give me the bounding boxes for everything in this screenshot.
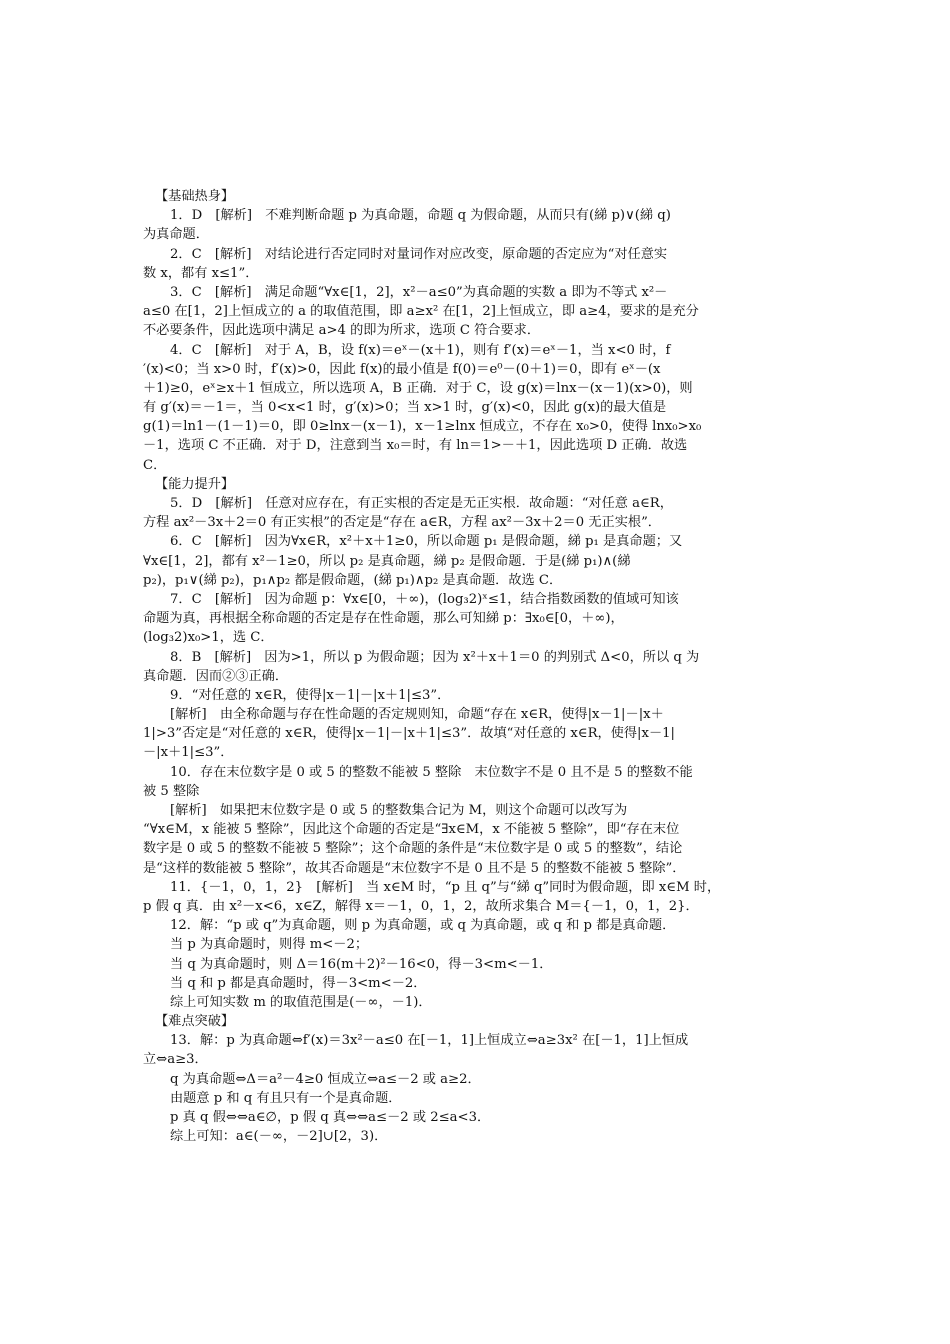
text-line: ＋1)≥0，eˣ≥x＋1 恒成立，所以选项 A，B 正确．对于 C，设 g(x)＝lnx－(x－1)(x>0)，则 bbox=[143, 380, 693, 396]
text-line: 7．C [解析] 因为命题 p：∀x∈[0，＋∞)，(log₃2)ˣ≤1，结合指数函数的值域可知该 bbox=[170, 591, 679, 607]
text-line: 6．C [解析] 因为∀x∈R，x²＋x＋1≥0，所以命题 p₁ 是假命题，綈 p₁ 是真命题；又 bbox=[170, 534, 683, 550]
text-line: C． bbox=[143, 457, 167, 473]
section-heading: 【难点突破】 bbox=[155, 1014, 235, 1030]
text-line: 综上可知：a∈(－∞，－2]∪[2，3)． bbox=[170, 1129, 388, 1145]
text-line: 当 q 为真命题时，则 Δ＝16(m＋2)²－16<0，得－3<m<－1． bbox=[170, 956, 553, 972]
text-line: ∀x∈[1，2]，都有 x²－1≥0，所以 p₂ 是真命题，綈 p₂ 是假命题．于是(綈 p₁)∧(綈 bbox=[143, 553, 631, 569]
text-line: －1，选项 C 不正确．对于 D，注意到当 x₀＝时，有 ln＝1>－＋1，因此选项 D 正确．故选 bbox=[143, 438, 688, 454]
text-line: (log₃2)x₀>1，选 C． bbox=[143, 630, 274, 646]
text-line: 命题为真，再根据全称命题的否定是存在性命题，那么可知綈 p：∃x₀∈[0，＋∞)， bbox=[143, 611, 624, 627]
text-line: 13．解：p 为真命题⇔f′(x)＝3x²－a≤0 在[－1，1]上恒成立⇔a≥3x² 在[－1，1]上恒成 bbox=[170, 1033, 689, 1049]
text-line: 4．C [解析] 对于 A，B，设 f(x)＝eˣ－(x＋1)，则有 f′(x)＝eˣ－1，当 x<0 时，f bbox=[170, 342, 671, 358]
text-line: 1．D [解析] 不难判断命题 p 为真命题，命题 q 为假命题，从而只有(綈 p)∨(綈 q) bbox=[170, 208, 671, 224]
text-line: 当 p 为真命题时，则得 m<－2； bbox=[170, 937, 369, 953]
text-line: 12．解：“p 或 q”为真命题，则 p 为真命题，或 q 为真命题，或 q 和 p 都是真命题． bbox=[170, 918, 676, 934]
text-line: 被 5 整除 bbox=[143, 783, 200, 799]
text-line: 方程 ax²－3x＋2＝0 有正实根”的否定是“存在 a∈R，方程 ax²－3x＋2＝0 无正实根”． bbox=[143, 515, 661, 531]
text-line: 为真命题． bbox=[143, 227, 209, 243]
section-heading: 【能力提升】 bbox=[155, 476, 235, 492]
text-line: 8．B [解析] 因为>1，所以 p 为假命题；因为 x²＋x＋1＝0 的判别式 Δ<0，所以 q 为 bbox=[170, 649, 700, 665]
text-line: p 真 q 假⇔⇔a∈∅，p 假 q 真⇔⇔a≤－2 或 2≤a<3． bbox=[170, 1110, 491, 1125]
text-line: p₂)，p₁∨(綈 p₂)，p₁∧p₂ 都是假命题，(綈 p₁)∧p₂ 是真命题．故选 C． bbox=[143, 572, 563, 588]
text-line: 是“这样的数能被 5 整除”，故其否命题是“末位数字不是 0 且不是 5 的整数不能被 5 整除”． bbox=[143, 860, 686, 876]
text-line: 3．C [解析] 满足命题“∀x∈[1，2]，x²－a≤0”为真命题的实数 a 即为不等式 x²－ bbox=[170, 284, 668, 300]
text-line: 11．{－1，0，1，2} [解析] 当 x∈M 时，“p 且 q”与“綈 q”同时为假命题，即 x∈M 时， bbox=[170, 879, 721, 895]
text-line: 不必要条件，因此选项中满足 a>4 的即为所求，选项 C 符合要求． bbox=[143, 323, 541, 339]
text-line: 2．C [解析] 对结论进行否定同时对量词作对应改变，原命题的否定应为“对任意实 bbox=[170, 246, 668, 262]
text-line: 数字是 0 或 5 的整数不能被 5 整除”；这个命题的条件是“末位数字是 0 或 5 的整数”，结论 bbox=[143, 841, 683, 857]
text-line: 数 x，都有 x≤1”． bbox=[143, 265, 259, 281]
text-line: 综上可知实数 m 的取值范围是(－∞，－1)． bbox=[170, 994, 432, 1010]
text-line: 1|>3”否定是“对任意的 x∈R，使得|x－1|－|x＋1|≤3”．故填“对任意的 x∈R，使得|x－1| bbox=[143, 726, 675, 742]
text-line: －|x＋1|≤3”． bbox=[143, 745, 234, 761]
text-line: g(1)＝ln1－(1－1)＝0，即 0≥lnx－(x－1)，x－1≥lnx 恒成立，不存在 x₀>0，使得 lnx₀>x₀ bbox=[143, 419, 702, 435]
text-line: p 假 q 真．由 x²－x<6，x∈Z，解得 x＝－1，0，1，2，故所求集合 M＝{－1，0，1，2}． bbox=[143, 898, 699, 914]
text-line: q 为真命题⇔Δ＝a²－4≥0 恒成立⇔a≤－2 或 a≥2． bbox=[170, 1071, 481, 1087]
text-line: 9．“对任意的 x∈R，使得|x－1|－|x＋1|≤3”． bbox=[170, 687, 451, 703]
text-line: “∀x∈M，x 能被 5 整除”，因此这个命题的否定是“∃x∈M，x 不能被 5 整除”，即“存在末位 bbox=[143, 822, 680, 838]
text-line: ′(x)<0；当 x>0 时，f′(x)>0，因此 f(x)的最小值是 f(0)＝e⁰－(0＋1)＝0，即有 eˣ－(x bbox=[143, 361, 661, 377]
text-line: [解析] 如果把末位数字是 0 或 5 的整数集合记为 M，则这个命题可以改写为 bbox=[170, 803, 628, 818]
text-line: [解析] 由全称命题与存在性命题的否定规则知，命题“存在 x∈R，使得|x－1|－|x＋ bbox=[170, 707, 664, 723]
text-line: 当 q 和 p 都是真命题时，得－3<m<－2． bbox=[170, 975, 427, 991]
text-line: 10．存在末位数字是 0 或 5 的整数不能被 5 整除 末位数字不是 0 且不是 5 的整数不能 bbox=[170, 764, 693, 780]
answer-document bbox=[143, 187, 808, 1146]
text-line: 真命题．因而②③正确． bbox=[143, 668, 289, 684]
text-line: 由题意 p 和 q 有且只有一个是真命题． bbox=[170, 1090, 402, 1106]
text-line: 立⇔a≥3． bbox=[143, 1052, 208, 1068]
text-line: 5．D [解析] 任意对应存在，有正实根的否定是无正实根．故命题：“对任意 a∈R， bbox=[170, 496, 673, 511]
text-line: a≤0 在[1，2]上恒成立的 a 的取值范围，即 a≥x² 在[1，2]上恒成立，即 a≥4，要求的是充分 bbox=[143, 304, 699, 320]
text-line: 有 g′(x)＝－1＝，当 0<x<1 时，g′(x)>0；当 x>1 时，g′(x)<0，因此 g(x)的最大值是 bbox=[143, 400, 667, 416]
section-heading: 【基础热身】 bbox=[155, 189, 235, 204]
